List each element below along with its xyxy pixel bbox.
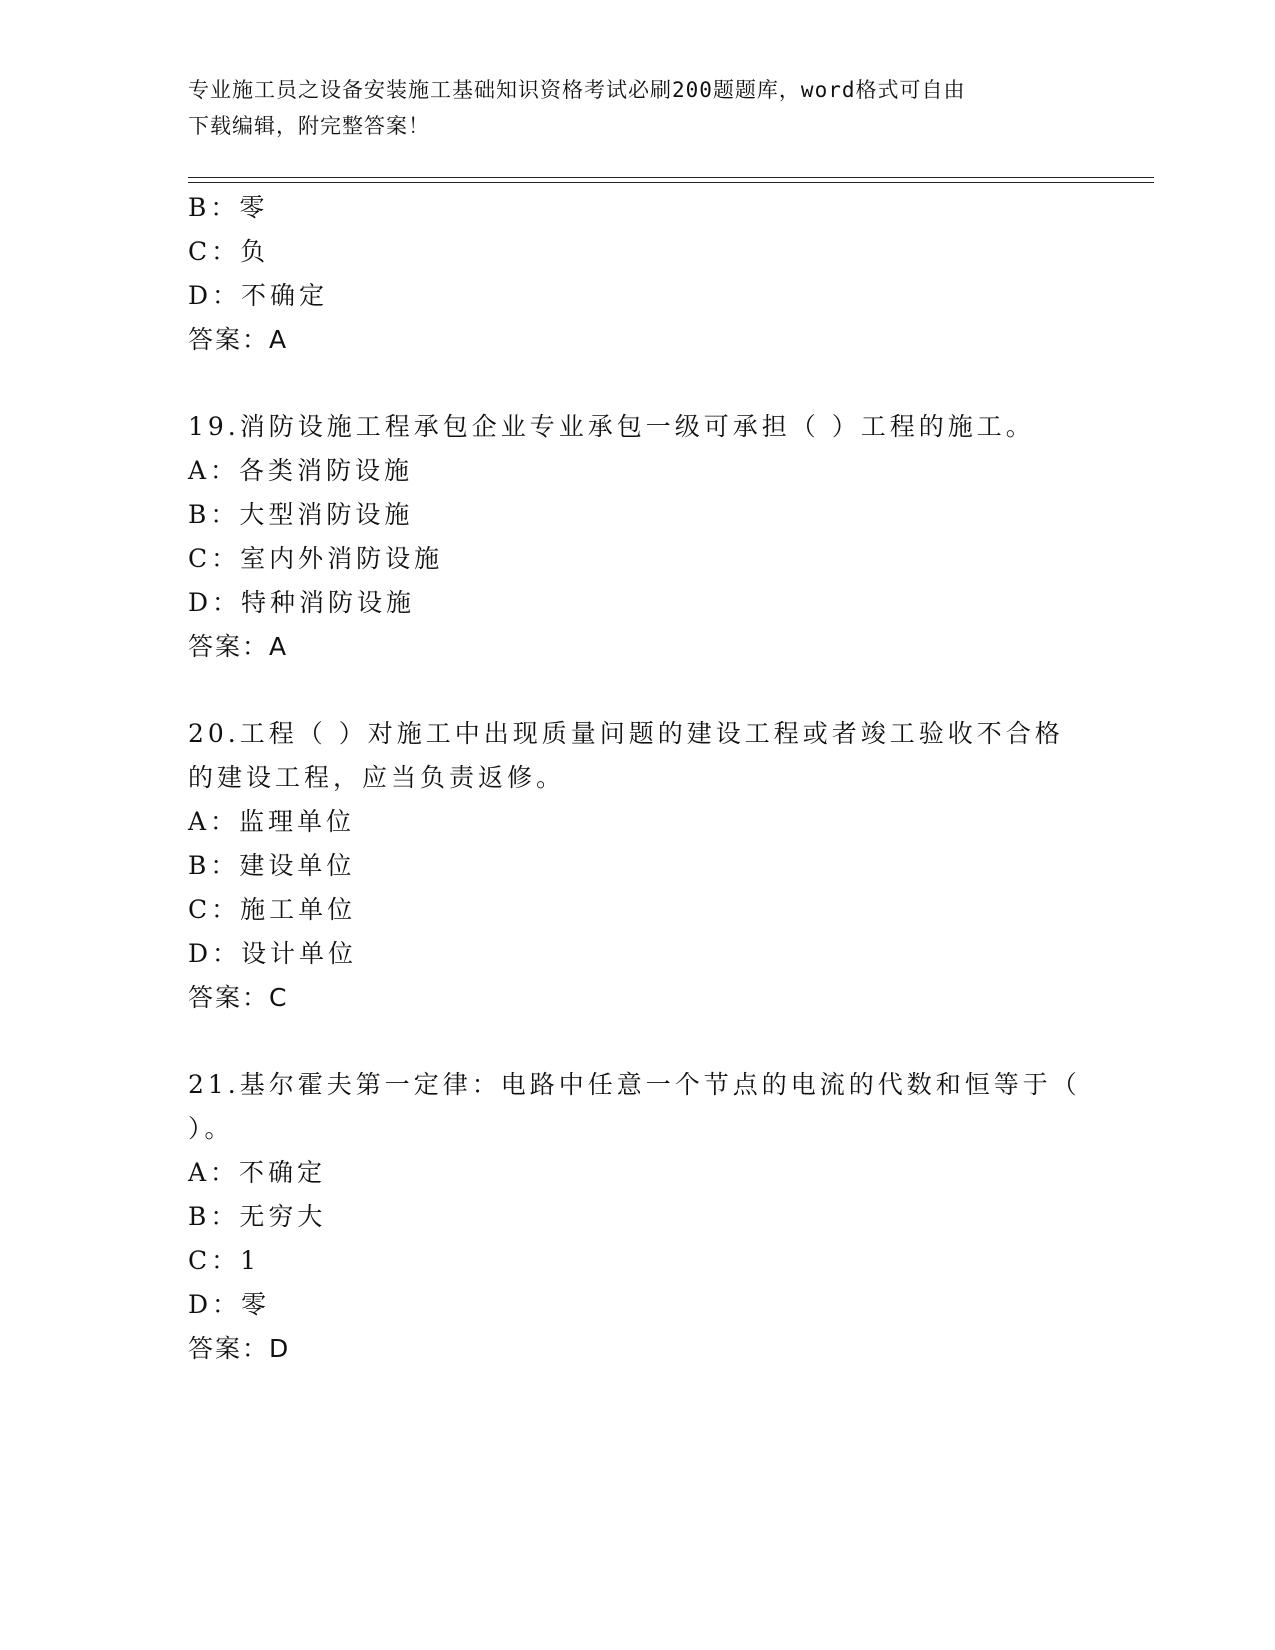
q20-option-b: B：建设单位 [188,851,356,880]
q21-option-d: D：零 [188,1290,271,1319]
q21-option-c: C：1 [188,1246,261,1275]
q20-option-d: D：设计单位 [188,939,358,968]
q19-stem: 19.消防设施工程承包企业专业承包一级可承担（ ）工程的施工。 [188,412,1035,441]
q20-option-a: A：监理单位 [188,807,356,836]
q20-stem-line-1: 20.工程（ ）对施工中出现质量问题的建设工程或者竣工验收不合格 [188,719,1064,748]
q19-option-b: B：大型消防设施 [188,500,414,529]
q18-option-b: B：零 [188,193,269,222]
q19-option-d: D：特种消防设施 [188,588,416,617]
q19-option-a: A：各类消防设施 [188,456,414,485]
q18-option-d: D：不确定 [188,281,329,310]
q20-answer: 答案：C [188,983,289,1012]
header-line-2: 下载编辑，附完整答案！ [188,114,430,138]
q21-option-b: B：无穷大 [188,1202,327,1231]
q19-answer: 答案：A [188,632,289,661]
q20-stem-line-2: 的建设工程，应当负责返修。 [188,763,566,792]
q19-option-c: C：室内外消防设施 [188,544,444,573]
header-divider-top [188,177,1154,178]
document-header [188,72,1088,144]
q21-stem-line-1: 21.基尔霍夫第一定律：电路中任意一个节点的电流的代数和恒等于（ [188,1070,1081,1099]
header-divider-bottom [188,182,1154,183]
q18-answer: 答案：A [188,325,289,354]
q21-option-a: A：不确定 [188,1158,327,1187]
q21-answer: 答案：D [188,1334,291,1363]
q21-stem-line-2: ）。 [188,1114,234,1143]
q18-option-c: C：负 [188,237,270,266]
header-line-1: 专业施工员之设备安装施工基础知识资格考试必刷200题题库，word格式可自由 [188,78,966,102]
q20-option-c: C：施工单位 [188,895,357,924]
